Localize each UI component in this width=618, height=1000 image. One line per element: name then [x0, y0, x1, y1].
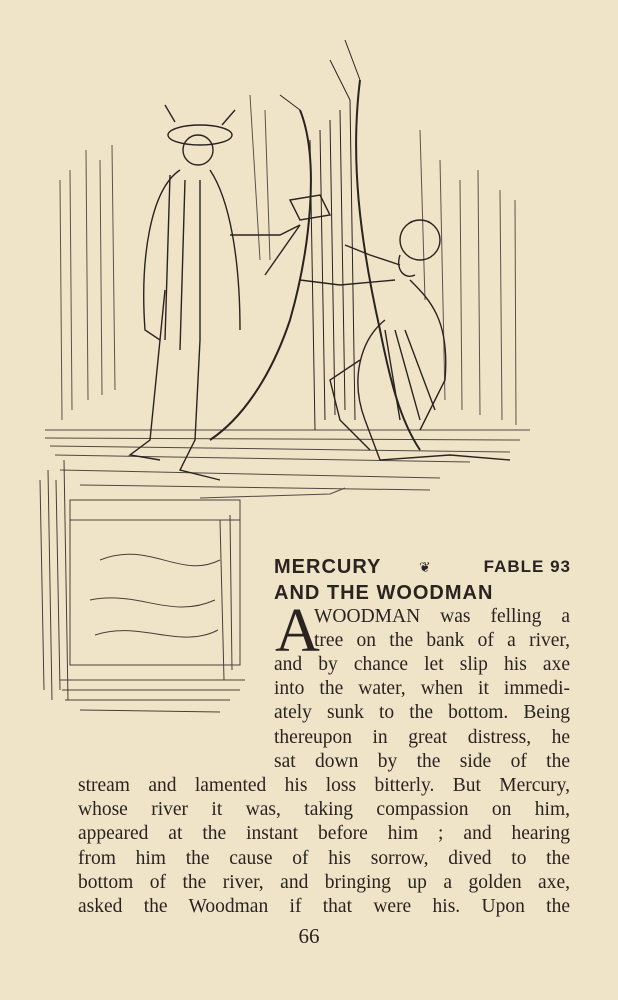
text-line: thereupon in great distress, he: [274, 726, 570, 748]
text-line: bottom of the river, and bringing up a golden axe,: [78, 871, 570, 893]
page-number: 66: [298, 924, 320, 948]
text-line: ately sunk to the bottom. Being: [274, 702, 570, 724]
title-row-1: [274, 554, 574, 580]
text-line: into the water, when it immedi-: [274, 678, 570, 700]
text-line: asked the Woodman if that were his. Upon the: [78, 895, 570, 917]
drop-cap: A: [275, 597, 320, 665]
text-line: stream and lamented his loss bitterly. But Mercury,: [78, 775, 570, 796]
text-line: appeared at the instant before him ; and hearing: [78, 823, 570, 845]
body-text-full: [78, 774, 570, 919]
text-line: from him the cause of his sorrow, dived to the: [78, 847, 570, 869]
title-row-2: AND THE WOODMAN: [274, 582, 494, 604]
ground: [45, 430, 530, 498]
title-mercury: MERCURY: [274, 556, 382, 578]
body-text-narrow: [274, 653, 570, 774]
text-line: whose river it was, taking compassion on him,: [78, 799, 570, 821]
ornament-icon: ❦: [419, 559, 432, 575]
text-line: WOODMAN was felling a: [314, 606, 570, 627]
tree-trunk: [210, 40, 420, 450]
body-text-narrow-first: [314, 605, 570, 653]
text-line: tree on the bank of a river,: [314, 630, 570, 652]
forest-background: [60, 95, 516, 425]
text-line: and by chance let slip his axe: [274, 654, 570, 675]
text-line: sat down by the side of the: [274, 750, 570, 772]
fable-number: FABLE 93: [483, 557, 571, 576]
